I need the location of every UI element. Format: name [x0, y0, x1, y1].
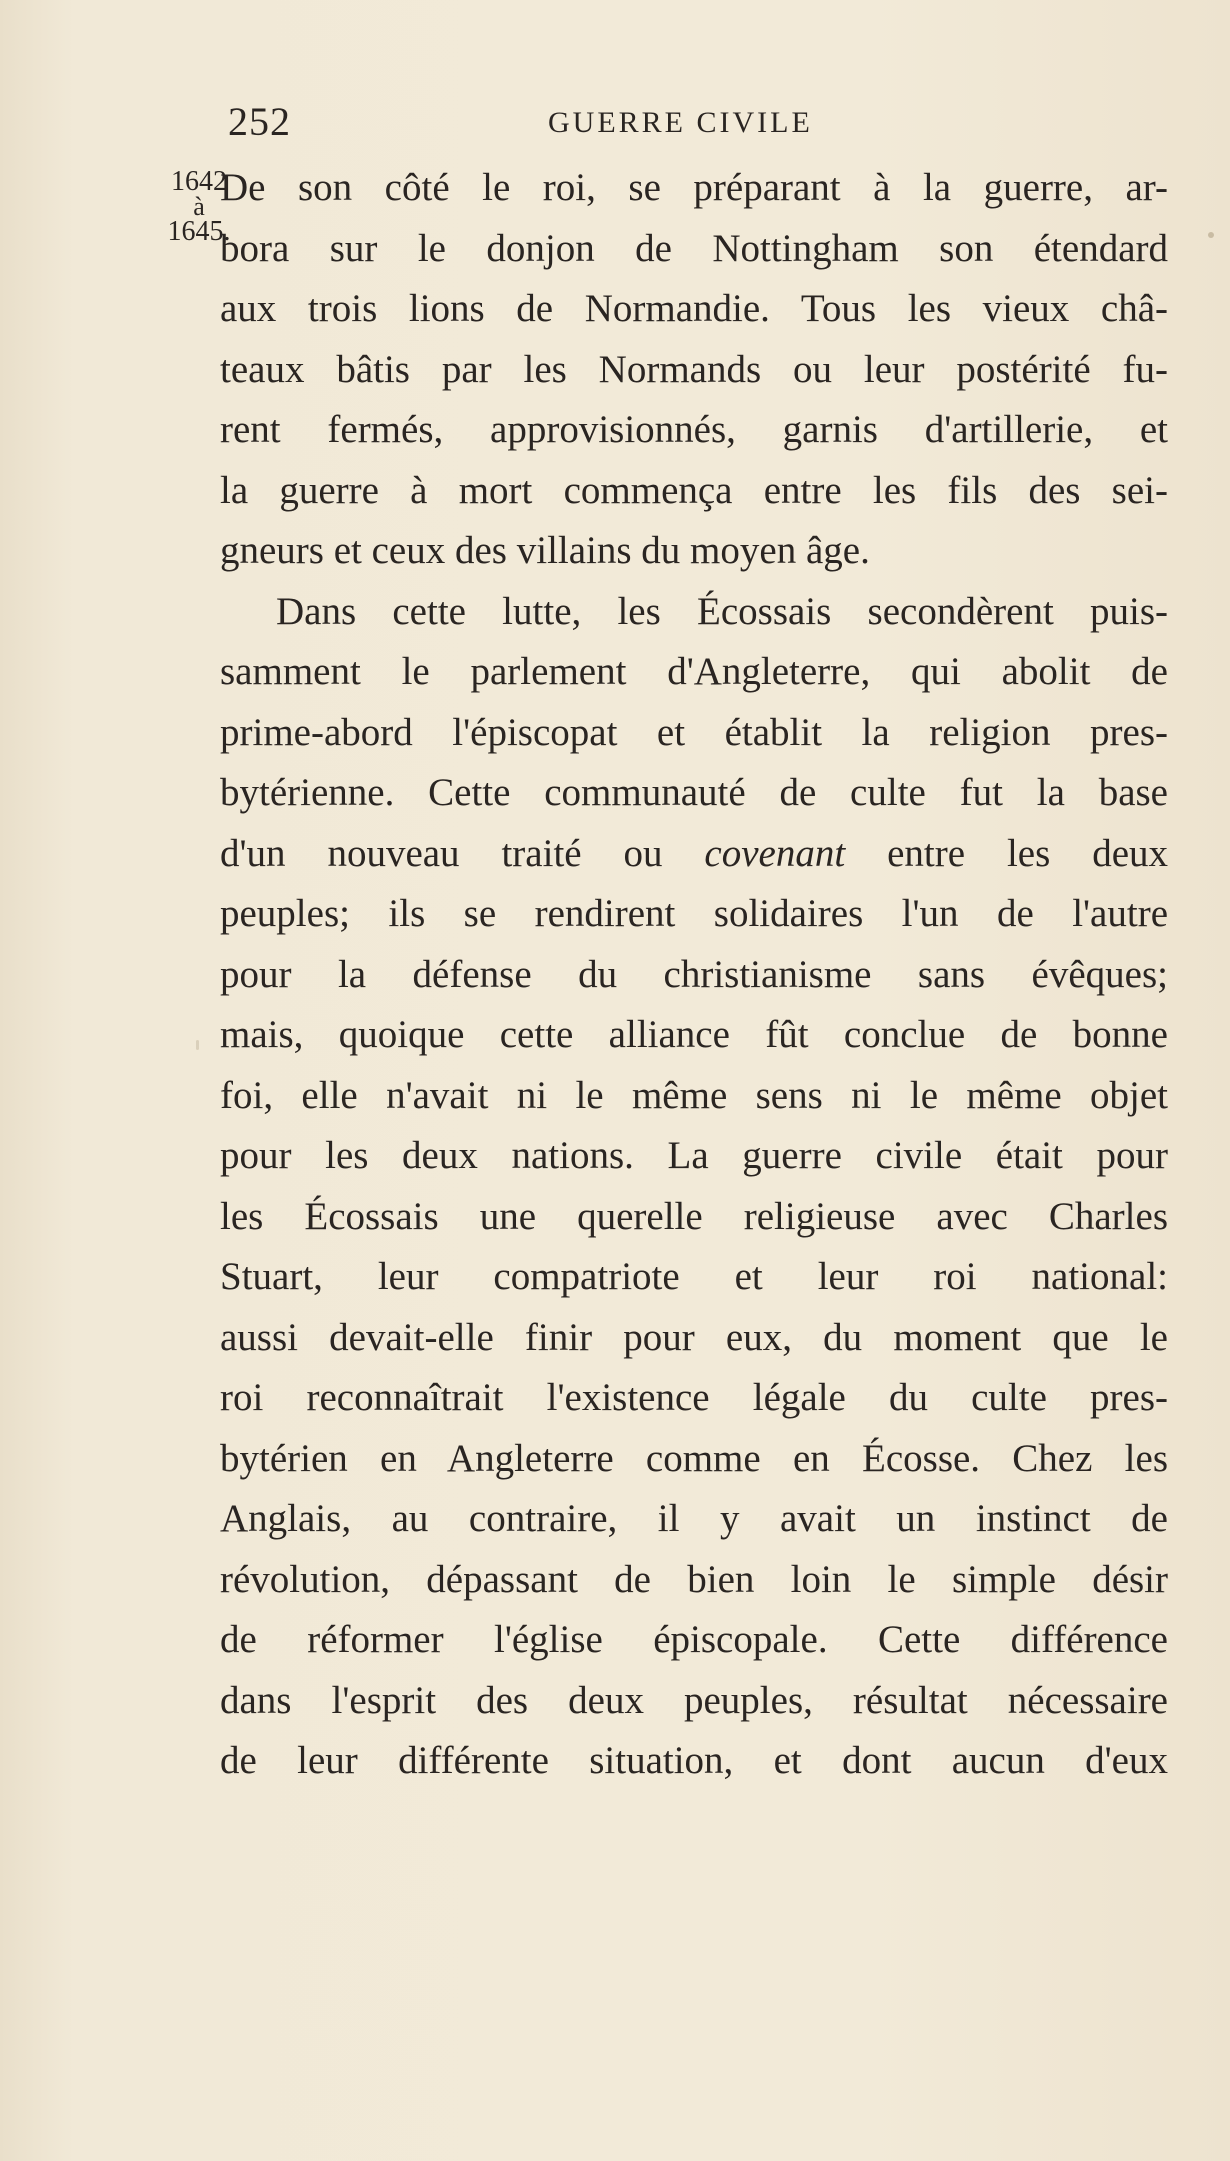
text-line: peuples; ils se rendirent solidaires l'un de l'autre [220, 892, 1168, 935]
page-header [0, 98, 1230, 158]
text-line-part: entre les deux [845, 831, 1169, 875]
running-title: GUERRE CIVILE [548, 106, 813, 139]
margin-conjunction: à [193, 192, 205, 221]
paper-spot [196, 1040, 199, 1050]
text-line: pour la défense du christianisme sans évêques; [220, 952, 1168, 996]
text-line: de leur différente situation, et dont aucun d'eux [220, 1739, 1168, 1782]
text-line: Dans cette lutte, les Écossais secondèrent puis- [276, 589, 1168, 633]
text-line: bora sur le donjon de Nottingham son étendard [220, 226, 1168, 270]
text-line: révolution, dépassant de bien loin le simple désir [220, 1557, 1168, 1601]
paper-spot [1208, 232, 1214, 238]
margin-year-start: 1642 [171, 166, 227, 197]
text-line: la guerre à mort commença entre les fils des sei- [220, 468, 1168, 512]
body-text [220, 158, 1168, 1792]
page-number: 252 [228, 99, 291, 144]
text-line: roi reconnaîtrait l'existence légale du culte pres- [220, 1376, 1168, 1419]
text-line-part: d'un nouveau traité ou [220, 831, 705, 875]
text-line-with-italic [220, 824, 1168, 885]
margin-year-end: 1645. [167, 216, 231, 247]
text-line: bytérien en Angleterre comme en Écosse. Chez les [220, 1436, 1168, 1480]
text-line: foi, elle n'avait ni le même sens ni le même objet [220, 1073, 1168, 1117]
paragraph-1 [220, 158, 1168, 582]
text-line: prime-abord l'épiscopat et établit la religion pres- [220, 710, 1168, 754]
text-line: aux trois lions de Normandie. Tous les vieux châ- [220, 287, 1168, 330]
text-line: pour les deux nations. La guerre civile était pour [220, 1134, 1168, 1177]
text-line: samment le parlement d'Angleterre, qui abolit de [220, 650, 1168, 693]
text-line: gneurs et ceux des villains du moyen âge. [220, 529, 870, 572]
text-line: aussi devait-elle finir pour eux, du moment que le [220, 1315, 1168, 1359]
paragraph-2 [220, 582, 1168, 1792]
italic-word-covenant: covenant [704, 831, 846, 875]
text-line: Anglais, au contraire, il y avait un instinct de [220, 1497, 1168, 1540]
text-line: de réformer l'église épiscopale. Cette différence [220, 1618, 1168, 1661]
text-line: mais, quoique cette alliance fût conclue de bonne [220, 1013, 1168, 1056]
text-line: bytérienne. Cette communauté de culte fut la base [220, 771, 1168, 814]
text-line: les Écossais une querelle religieuse avec Charles [220, 1194, 1168, 1238]
text-line: dans l'esprit des deux peuples, résultat nécessaire [220, 1678, 1168, 1722]
text-line: rent fermés, approvisionnés, garnis d'artillerie, et [220, 408, 1168, 451]
text-line: teaux bâtis par les Normands ou leur postérité fu- [220, 347, 1168, 391]
text-line: Stuart, leur compatriote et leur roi national: [220, 1255, 1168, 1298]
text-line: De son côté le roi, se préparant à la guerre, ar- [220, 166, 1168, 209]
